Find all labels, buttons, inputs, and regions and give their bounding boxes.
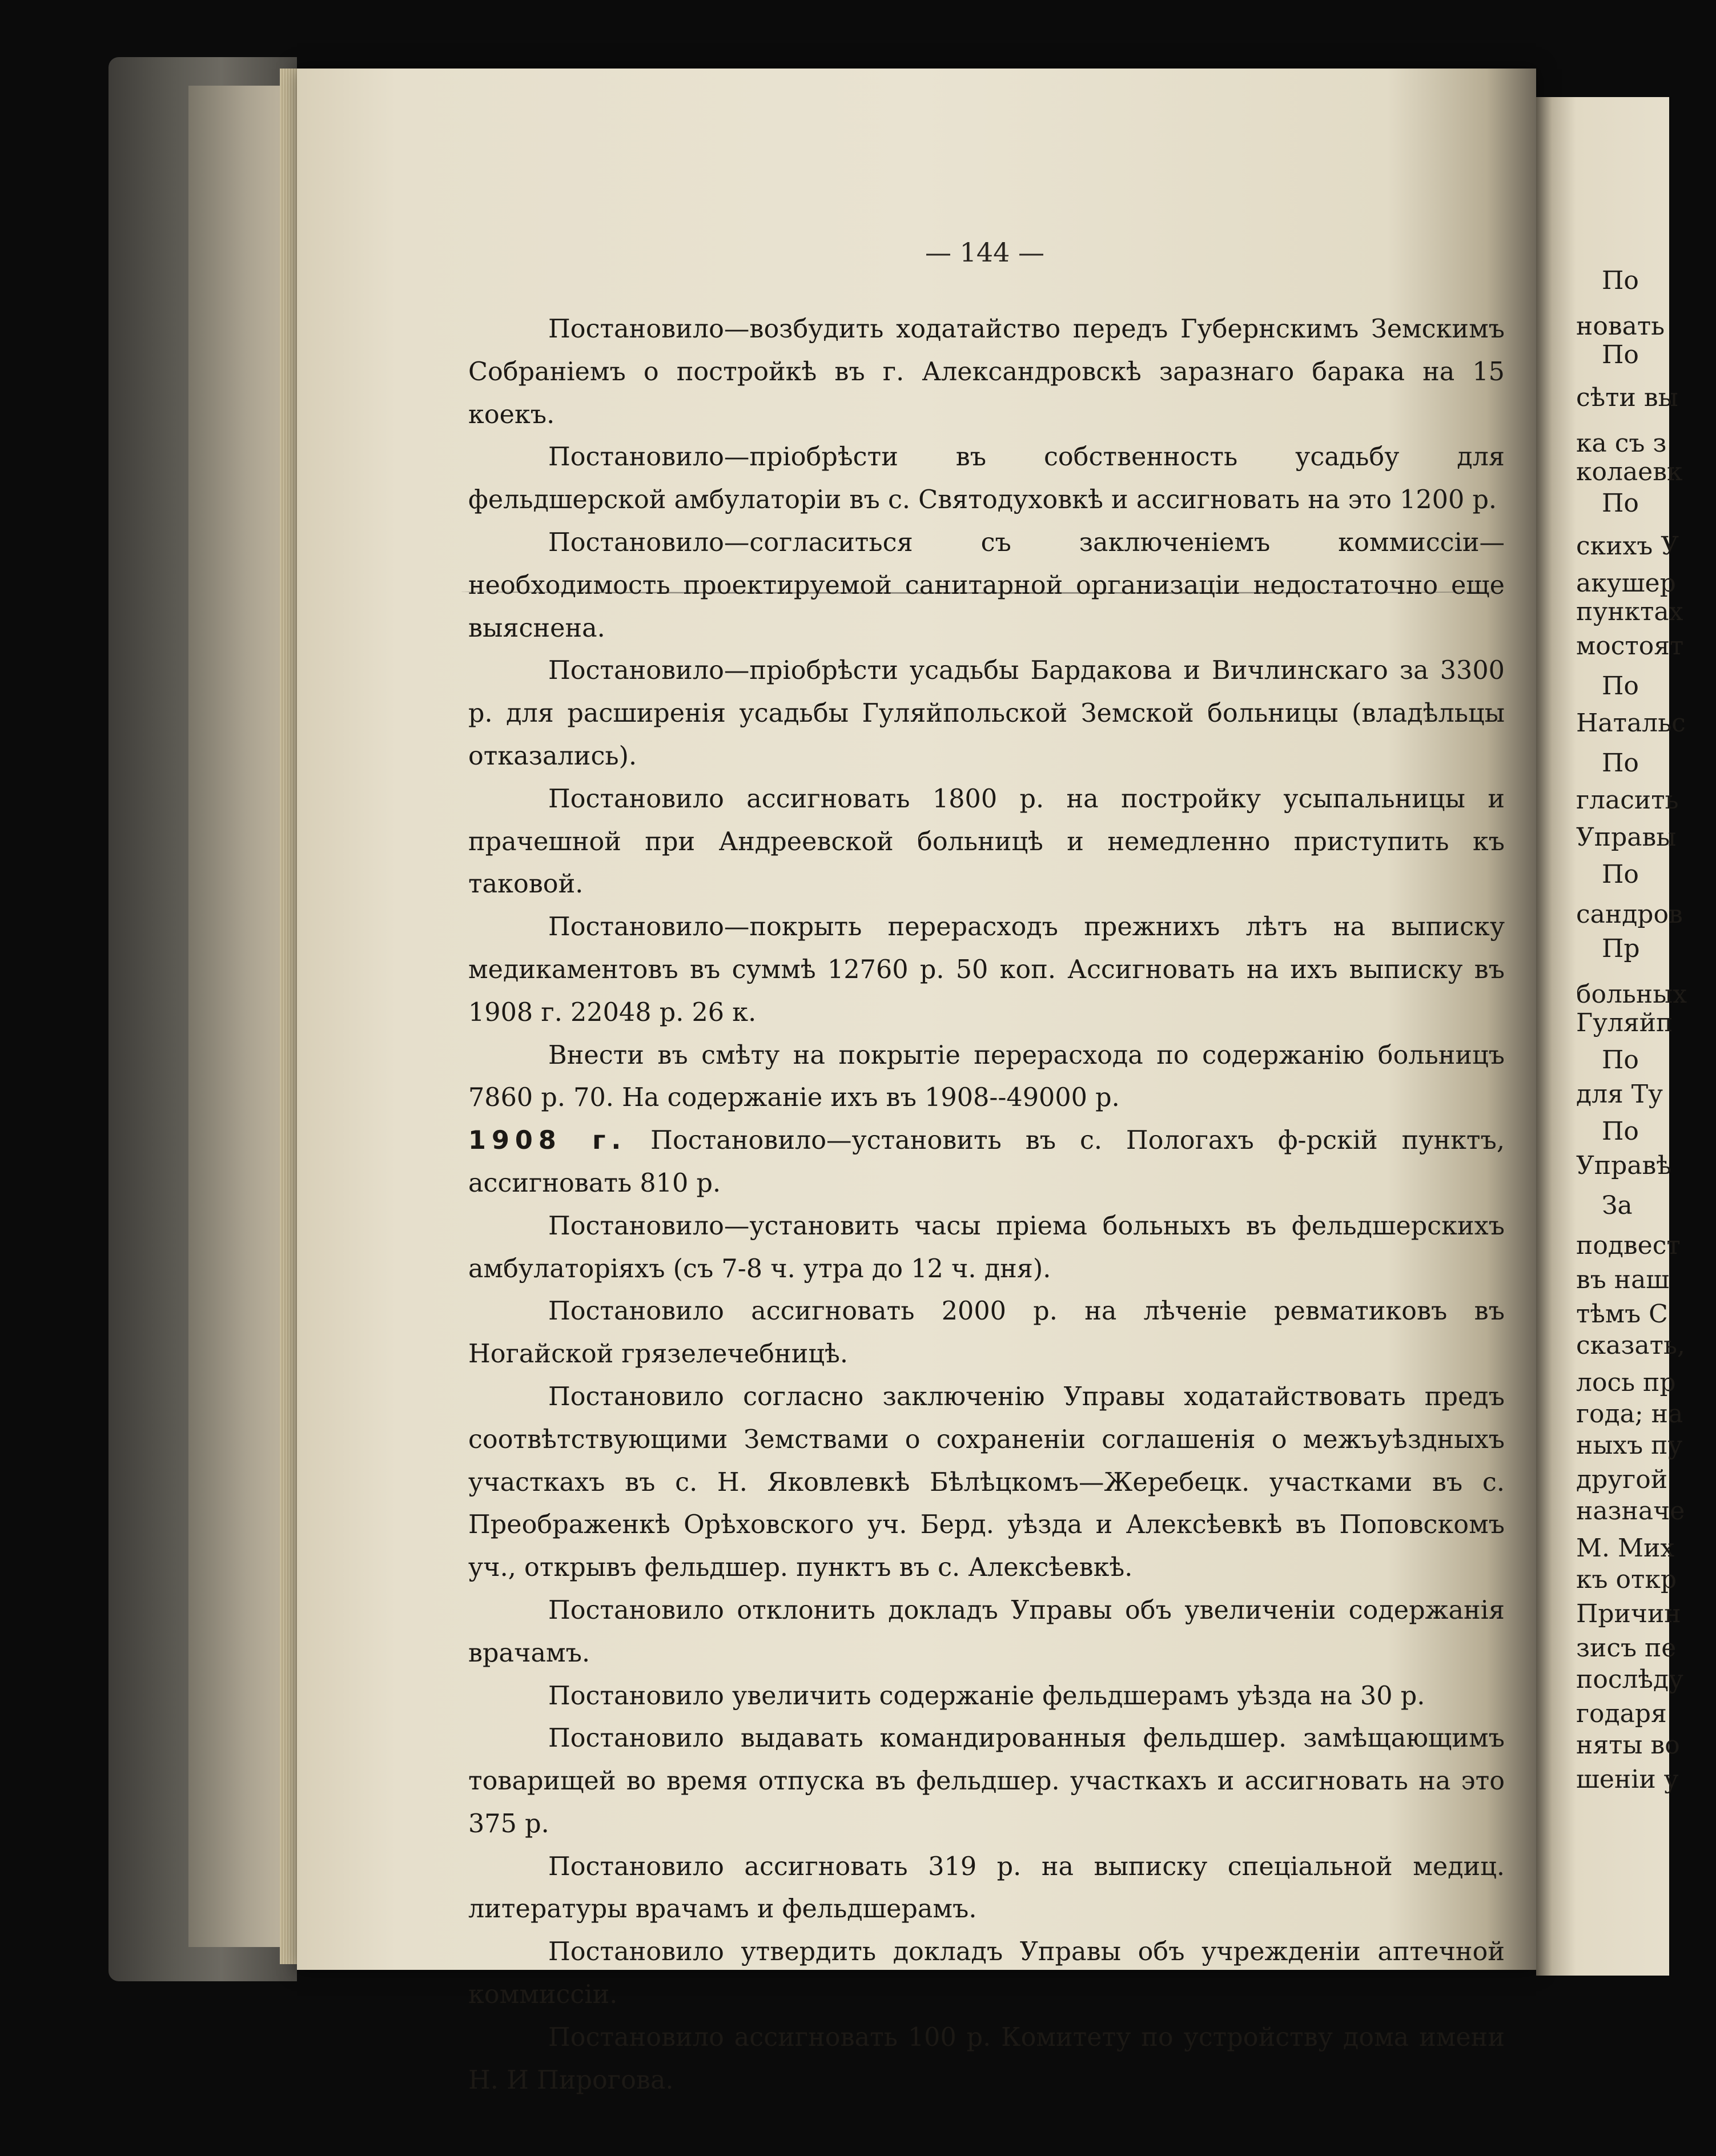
facing-page-fragment: ныхъ пу bbox=[1576, 1431, 1683, 1460]
facing-page-fragment: сказать, bbox=[1576, 1331, 1685, 1360]
year-marker: 1908 г. bbox=[468, 1126, 627, 1156]
facing-page-fragment: Пр bbox=[1602, 934, 1640, 963]
paragraph: Постановило выдавать командированныя фельдшер. замѣщающимъ товарищей во время отпуска въ фельдшер. участкахъ и ассигновать на это 375 р. bbox=[468, 1724, 1505, 1839]
paragraph: Постановило утвердить докладъ Управы объ учрежденіи аптечной коммиссіи. bbox=[468, 1937, 1505, 2010]
paragraph: Постановило увеличить содержаніе фельдшерамъ уѣзда на 30 р. bbox=[548, 1681, 1425, 1711]
facing-page-fragment: М. Мих bbox=[1576, 1534, 1675, 1563]
facing-page-fragment: лось пр bbox=[1576, 1368, 1676, 1397]
facing-page-fragment: къ откр bbox=[1576, 1565, 1677, 1594]
facing-page-fragment: шеніи у bbox=[1576, 1765, 1679, 1794]
facing-page-fragment: По bbox=[1602, 860, 1639, 889]
facing-page-fragment: Управѣ bbox=[1576, 1151, 1671, 1180]
year-paragraph-text: Постановило—установить въ с. Пологахъ ф-рскій пунктъ, ассигновать 810 р. bbox=[468, 1126, 1505, 1198]
facing-page-fragment: По bbox=[1602, 749, 1639, 778]
facing-page-fragment: тѣмъ С bbox=[1576, 1300, 1668, 1329]
paragraph: Постановило ассигновать 2000 р. на лѣченіе ревматиковъ въ Ногайской грязелечебницѣ. bbox=[468, 1297, 1505, 1369]
facing-page-fragment: скихъ У bbox=[1576, 532, 1679, 561]
paragraph: Постановило—согласиться съ заключеніемъ коммиссіи—необходимость проектируемой санитарной организаціи недостаточно еще выяснена. bbox=[468, 528, 1505, 643]
facing-page-fragment: зисъ пе bbox=[1576, 1634, 1677, 1663]
year-paragraph bbox=[468, 1120, 1505, 1205]
paragraph: Постановило отклонить докладъ Управы объ увеличеніи содержанія врачамъ. bbox=[468, 1595, 1505, 1668]
page-number: — 144 — bbox=[925, 237, 1045, 268]
facing-page-fragment: годаря bbox=[1576, 1699, 1667, 1728]
paragraph: Постановило согласно заключенію Управы ходатайствовать предъ соотвѣтствующими Земствами о сохраненіи соглашенія о межъуѣздныхъ участкахъ въ с. Н. Яковлевкѣ Бѣлѣцкомъ—Жеребецк. участками въ с. Преображенкѣ Орѣховского уч. Берд. уѣзда и Алексѣевкѣ въ Поповскомъ уч., открывъ фельдшер. пунктъ въ с. Алексѣевкѣ. bbox=[468, 1382, 1505, 1583]
facing-page-fragment: другой bbox=[1576, 1465, 1668, 1494]
facing-page-fragment: гласить bbox=[1576, 786, 1679, 815]
paragraph: Постановило—пріобрѣсти въ собственность усадьбу для фельдшерской амбулаторіи въ с. Святодуховкѣ и ассигновать на это 1200 р. bbox=[468, 443, 1505, 515]
facing-page-fragment: По bbox=[1602, 489, 1639, 518]
facing-page-fragment: сѣти вы bbox=[1576, 383, 1678, 412]
page-text bbox=[468, 308, 1505, 2102]
paragraph: Постановило ассигновать 100 р. Комитету по устройству дома имени Н. И Пирогова. bbox=[468, 2022, 1505, 2095]
facing-page-fragment: больных bbox=[1576, 980, 1687, 1009]
facing-page-fragment: За bbox=[1602, 1191, 1633, 1220]
facing-page-fragment: для Ту bbox=[1576, 1080, 1663, 1109]
facing-page-fragment: Натальс bbox=[1576, 709, 1686, 738]
paragraph: Постановило—пріобрѣсти усадьбы Бардакова и Вичлинскаго за 3300 р. для расширенія усадьбы Гуляйпольской Земской больницы (владѣльцы отказались). bbox=[468, 656, 1505, 771]
facing-page bbox=[1536, 97, 1687, 1976]
facing-page-fragment: послѣду bbox=[1576, 1665, 1683, 1694]
facing-page-fragment: По bbox=[1602, 1045, 1639, 1075]
facing-page-fragment: По bbox=[1602, 340, 1639, 369]
facing-page-fragment: Гуляйп bbox=[1576, 1008, 1673, 1037]
paragraph: Постановило—возбудить ходатайство передъ Губернскимъ Земскимъ Собраніемъ о постройкѣ въ г. Александровскѣ заразнаго барака на 15 коекъ. bbox=[468, 315, 1505, 429]
facing-page-fragment: акушер bbox=[1576, 569, 1676, 598]
facing-page-fragment: няты во bbox=[1576, 1731, 1680, 1760]
facing-page-fragment: мостоят bbox=[1576, 631, 1684, 661]
paragraph: Постановило ассигновать 1800 р. на постройку усыпальницы и прачешной при Андреевской больницѣ и немедленно приступить къ таковой. bbox=[468, 784, 1505, 899]
facing-page-fragment: сандров bbox=[1576, 900, 1683, 929]
facing-page-fragment: назначе bbox=[1576, 1497, 1685, 1526]
paragraph: Постановило—покрыть перерасходъ прежнихъ лѣтъ на выписку медикаментовъ въ суммѣ 12760 р. 50 коп. Ассигновать на ихъ выписку въ 1908 г. 22048 р. 26 к. bbox=[468, 912, 1505, 1027]
paragraph: Постановило—установить часы пріема больныхъ въ фельдшерскихъ амбулаторіяхъ (съ 7-8 ч. утра до 12 ч. дня). bbox=[468, 1211, 1505, 1284]
facing-page-fragment: въ наш bbox=[1576, 1265, 1670, 1294]
facing-page-fragment: ка съ з bbox=[1576, 429, 1667, 458]
facing-page-fragment: Причин bbox=[1576, 1599, 1681, 1628]
facing-page-fragment: По bbox=[1602, 671, 1639, 701]
facing-page-fragment: подвест bbox=[1576, 1231, 1681, 1260]
facing-page-fragment: пунктах bbox=[1576, 597, 1683, 626]
paragraph: Постановило ассигновать 319 р. на выписку спеціальной медиц. литературы врачамъ и фельдшерамъ. bbox=[468, 1852, 1505, 1924]
facing-page-fragment: По bbox=[1602, 1117, 1639, 1146]
facing-page-fragment: Управы bbox=[1576, 823, 1677, 852]
paragraph: Внести въ смѣту на покрытіе перерасхода по содержанію больницъ 7860 р. 70. На содержаніе ихъ въ 1908--49000 р. bbox=[468, 1040, 1505, 1113]
facing-page-fragment: новать bbox=[1576, 312, 1665, 341]
facing-page-fragment: колаевк bbox=[1576, 457, 1683, 486]
facing-page-fragment: года; на bbox=[1576, 1399, 1683, 1429]
facing-page-fragment: По bbox=[1602, 266, 1639, 295]
